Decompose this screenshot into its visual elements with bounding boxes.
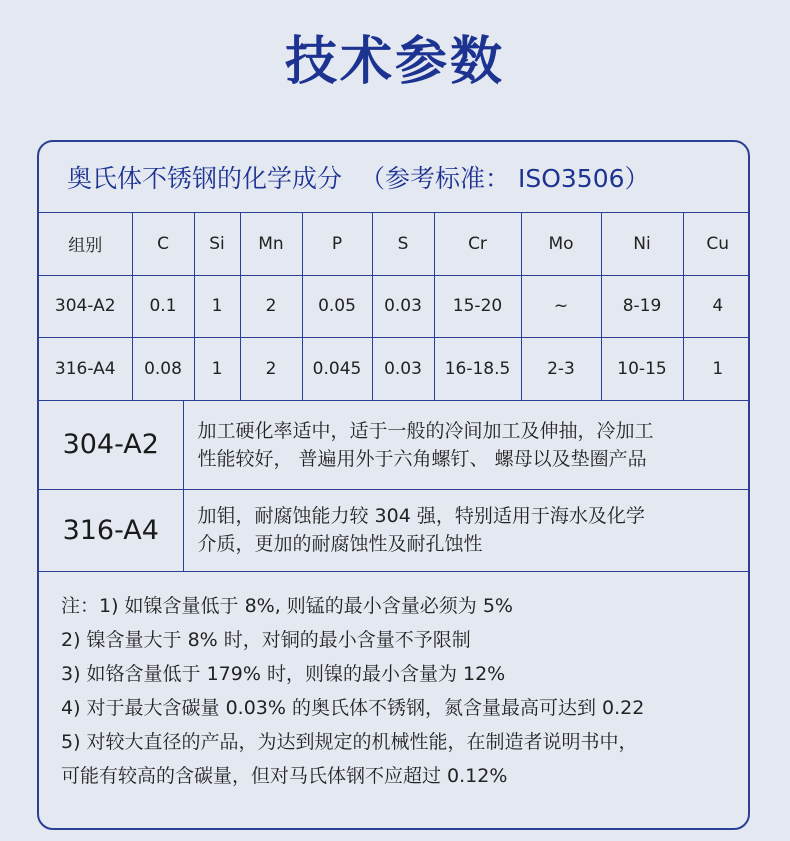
note-line: 注：1) 如镍含量低于 8%, 则锰的最小含量必须为 5% <box>61 595 513 617</box>
grade-row-316 <box>39 489 748 571</box>
standard-reference: （参考标准： ISO3506） <box>360 164 650 193</box>
cell-group: 316-A4 <box>39 337 132 400</box>
cell-si: 1 <box>194 337 240 400</box>
composition-heading <box>39 142 748 213</box>
grade-name-304: 304-A2 <box>39 401 183 489</box>
grade-description-304 <box>183 401 748 489</box>
cell-s: 0.03 <box>372 275 434 337</box>
cell-p: 0.045 <box>302 337 372 400</box>
cell-cr: 16-18.5 <box>434 337 521 400</box>
cell-cr: 15-20 <box>434 275 521 337</box>
note-line: 4) 对于最大含碳量 0.03% 的奥氏体不锈钢，氮含量最高可达到 0.22 <box>61 697 645 719</box>
cell-mo: 2-3 <box>521 337 601 400</box>
header-mn: Mn <box>240 213 302 275</box>
grade-description-table <box>39 401 748 572</box>
composition-table <box>39 213 750 401</box>
cell-ni: 10-15 <box>601 337 683 400</box>
cell-mn: 2 <box>240 275 302 337</box>
description-line: 性能较好， 普遍用外于六角螺钉、 螺母以及垫圈产品 <box>197 447 647 470</box>
cell-si: 1 <box>194 275 240 337</box>
description-line: 加钼，耐腐蚀能力较 304 强，特别适用于海水及化学 <box>197 505 645 527</box>
note-line: 2) 镍含量大于 8% 时，对铜的最小含量不予限制 <box>61 629 471 651</box>
header-group: 组别 <box>39 213 132 275</box>
notes-section <box>61 589 741 793</box>
cell-s: 0.03 <box>372 337 434 400</box>
table-row <box>39 275 750 337</box>
cell-c: 0.1 <box>132 275 194 337</box>
header-cu: Cu <box>683 213 750 275</box>
table-header-row <box>39 213 750 275</box>
cell-group: 304-A2 <box>39 275 132 337</box>
cell-mo: ~ <box>521 275 601 337</box>
note-line: 可能有较高的含碳量，但对马氏体钢不应超过 0.12% <box>61 765 508 787</box>
header-p: P <box>302 213 372 275</box>
cell-cu: 4 <box>683 275 750 337</box>
header-mo: Mo <box>521 213 601 275</box>
table-row <box>39 337 750 400</box>
composition-heading-text: 奥氏体不锈钢的化学成分 <box>67 164 343 193</box>
grade-row-304 <box>39 401 748 489</box>
header-cr: Cr <box>434 213 521 275</box>
cell-cu: 1 <box>683 337 750 400</box>
note-line: 5) 对较大直径的产品，为达到规定的机械性能，在制造者说明书中， <box>61 731 638 753</box>
cell-mn: 2 <box>240 337 302 400</box>
header-s: S <box>372 213 434 275</box>
grade-description-316 <box>183 489 748 571</box>
spec-card <box>37 140 750 830</box>
page-title: 技术参数 <box>284 32 505 92</box>
note-line: 3) 如铬含量低于 179% 时，则镍的最小含量为 12% <box>61 663 506 685</box>
header-si: Si <box>194 213 240 275</box>
cell-p: 0.05 <box>302 275 372 337</box>
description-line: 介质，更加的耐腐蚀性及耐孔蚀性 <box>197 533 483 555</box>
cell-ni: 8-19 <box>601 275 683 337</box>
header-c: C <box>132 213 194 275</box>
header-ni: Ni <box>601 213 683 275</box>
description-line: 加工硬化率适中，适于一般的冷间加工及伸抽，冷加工 <box>197 419 654 442</box>
cell-c: 0.08 <box>132 337 194 400</box>
grade-name-316: 316-A4 <box>39 489 183 571</box>
